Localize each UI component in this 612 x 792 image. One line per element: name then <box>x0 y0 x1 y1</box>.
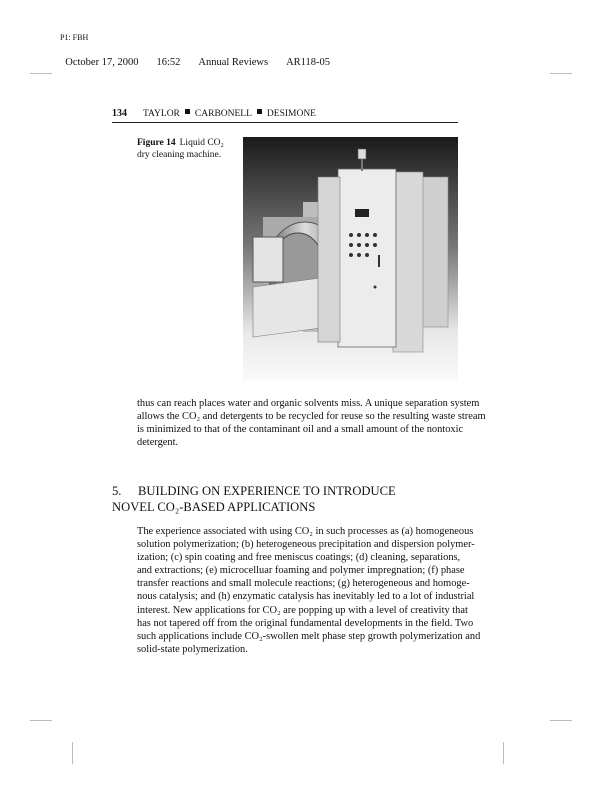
text-line: thus can reach places water and organic solvents miss. A unique separation system <box>137 398 480 409</box>
publisher: Annual Reviews <box>198 57 269 68</box>
section-title: BUILDING ON EXPERIENCE TO INTRODUCE <box>138 484 396 498</box>
text-line: detergent. <box>137 437 179 449</box>
separator-square <box>257 109 262 114</box>
text-line: such applications include CO₂-swollen melt phase step growth polymerization and <box>137 630 481 642</box>
author: CARBONELL <box>194 109 252 119</box>
caption-text: Liquid CO₂ <box>179 138 224 148</box>
text-line: is minimized to that of the contaminant oil and a small amount of the nontoxic <box>137 424 464 436</box>
text-line: transfer reactions and small molecule reactions; (g) heterogeneous and homoge- <box>137 578 470 590</box>
crop-mark <box>30 73 52 74</box>
caption-text: dry cleaning machine. <box>137 150 222 160</box>
separator-square <box>185 109 190 114</box>
text-line: The experience associated with using CO₂ in such processes as (a) homogeneous <box>137 526 474 537</box>
section-heading <box>112 484 396 515</box>
text-line: interest. New applications for CO₂ are popping up with a level of creativity that <box>137 604 468 616</box>
crop-mark <box>550 73 572 74</box>
text-line: solid-state polymerization. <box>137 643 248 655</box>
author: TAYLOR <box>143 109 180 119</box>
header-rule <box>112 122 458 123</box>
crop-mark <box>30 720 52 721</box>
date: October 17, 2000 <box>65 57 139 68</box>
running-head <box>112 108 458 119</box>
dry-cleaning-machine-photo <box>243 137 458 381</box>
section-number: 5. <box>112 484 122 498</box>
crop-mark <box>72 742 73 764</box>
figure-caption <box>137 137 237 161</box>
author: DESIMONE <box>266 109 316 119</box>
text-line: allows the CO₂ and detergents to be recycled for reuse so the resulting waste stream <box>137 411 486 423</box>
section-title: NOVEL CO₂-BASED APPLICATIONS <box>112 499 316 514</box>
dateline <box>60 46 348 68</box>
page-number: 134 <box>112 108 127 119</box>
article-code: AR118-05 <box>286 57 331 68</box>
body-paragraph <box>137 525 481 656</box>
job-line: P1: FBH <box>60 33 89 42</box>
text-line: ization; (c) spin coating and free meniscus coatings; (d) cleaning, separations, <box>137 552 461 564</box>
crop-mark <box>550 720 572 721</box>
body-paragraph <box>137 397 486 449</box>
text-line: and extractions; (e) microcelluar foaming and polymer impregnation; (f) phase <box>137 565 465 577</box>
text-line: solution polymerization; (b) heterogeneous precipitation and dispersion polymer- <box>137 539 475 551</box>
crop-mark <box>503 742 504 764</box>
text-line: nous catalysis; and (h) enzymatic catalysis has inevitably led to a lot of industrial <box>137 591 475 603</box>
figure-label: Figure 14 <box>137 138 176 148</box>
time: 16:52 <box>156 57 181 68</box>
text-line: has not tapered off from the original fundamental developments in the field. Two <box>137 617 474 629</box>
